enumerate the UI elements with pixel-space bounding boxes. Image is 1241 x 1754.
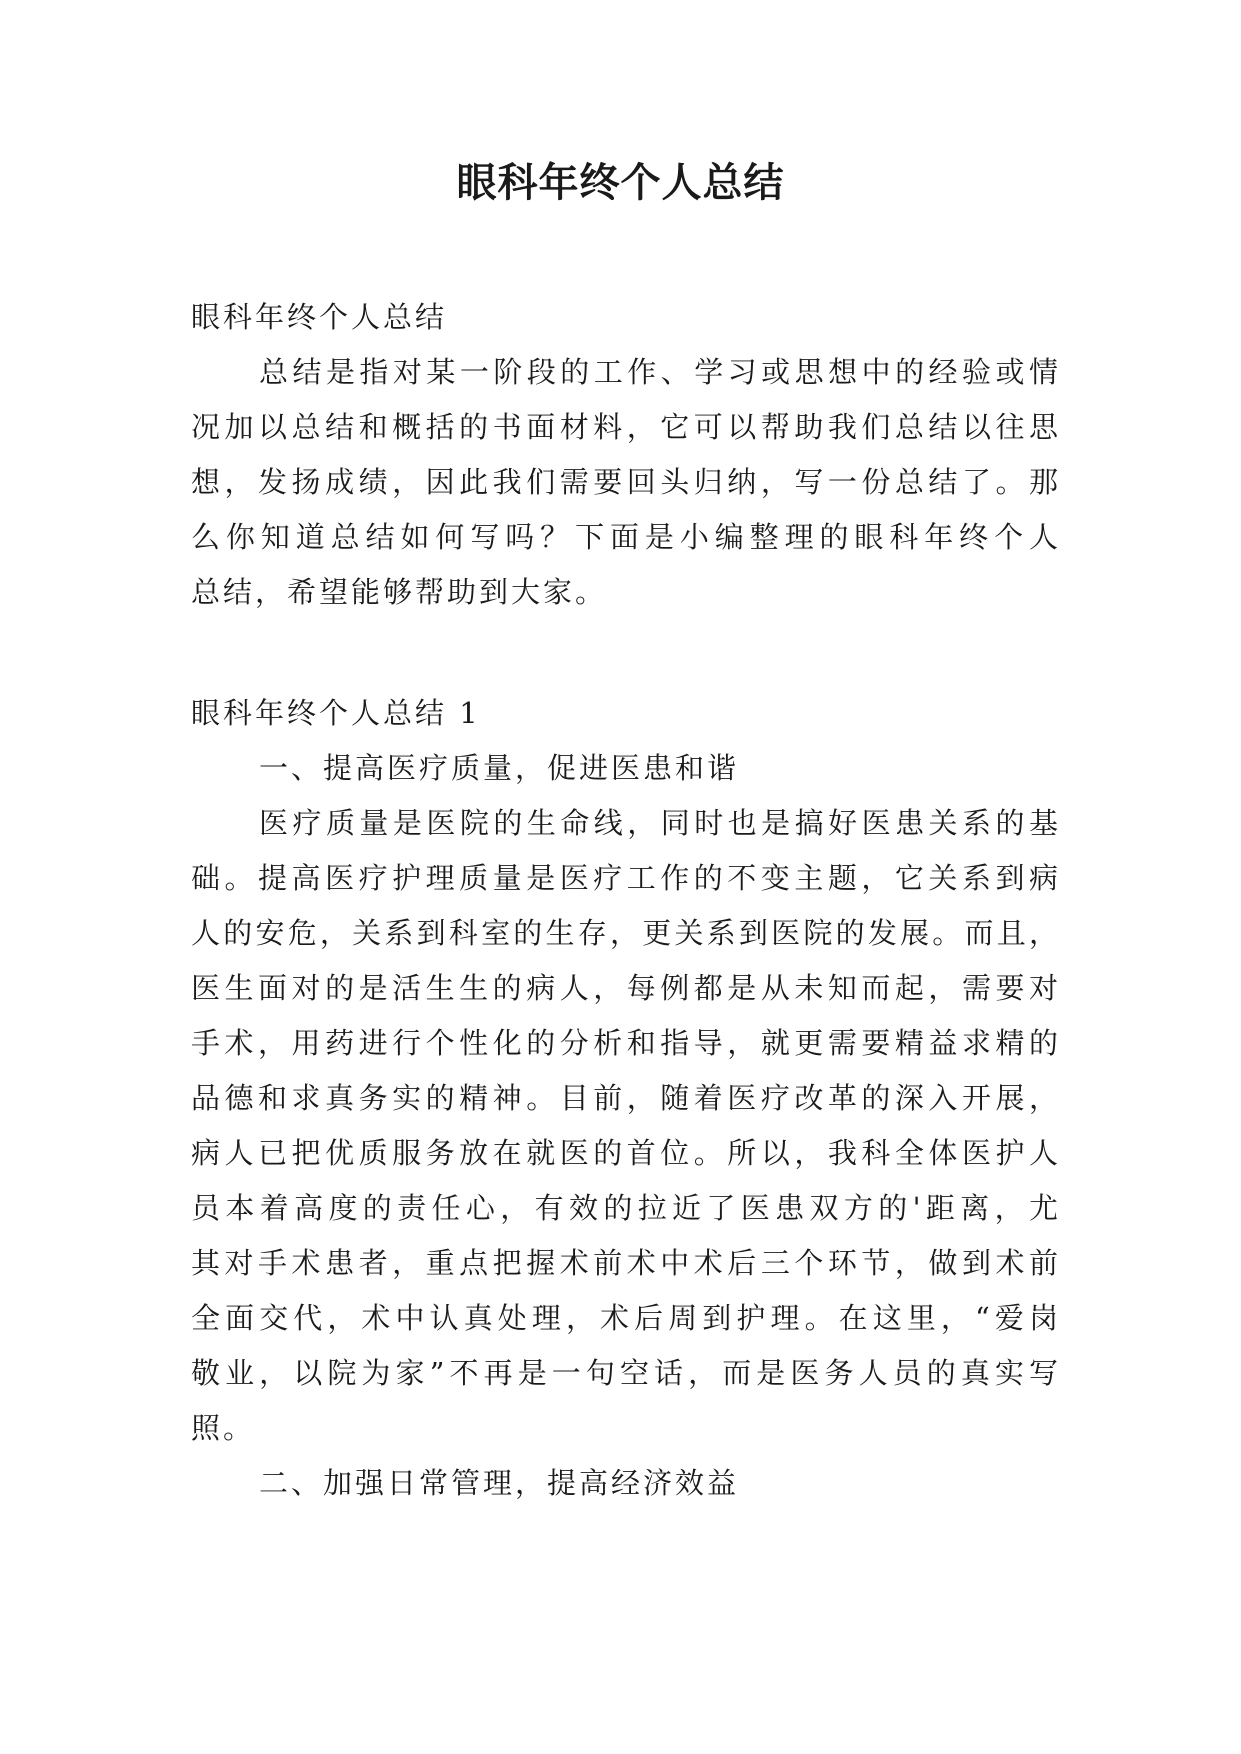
intro-line: 况加以总结和概括的书面材料，它可以帮助我们总结以往思 (191, 410, 1061, 444)
paragraph-line: 员本着高度的责任心，有效的拉近了医患双方的'距离，尤 (191, 1191, 1061, 1225)
intro-line: 想，发扬成绩，因此我们需要回头归纳，写一份总结了。那 (191, 465, 1061, 499)
paragraph-line: 手术，用药进行个性化的分析和指导，就更需要精益求精的 (191, 1026, 1061, 1060)
document-body (191, 290, 1061, 1511)
item-heading: 二、加强日常管理，提高经济效益 (259, 1466, 740, 1500)
paragraph-line: 敬业，以院为家”不再是一句空话，而是医务人员的真实写 (191, 1356, 1061, 1390)
intro-line: 总结是指对某一阶段的工作、学习或思想中的经验或情 (259, 355, 1061, 389)
paragraph-line: 照。 (191, 1411, 256, 1445)
intro-line: 总结，希望能够帮助到大家。 (191, 575, 608, 609)
document-title: 眼科年终个人总结 (456, 159, 785, 206)
item-heading: 一、提高医疗质量，促进医患和谐 (259, 751, 740, 785)
paragraph-line: 病人已把优质服务放在就医的首位。所以，我科全体医护人 (191, 1136, 1061, 1170)
paragraph-line: 人的安危，关系到科室的生存，更关系到医院的发展。而且， (191, 916, 1061, 950)
intro-line: 么你知道总结如何写吗？下面是小编整理的眼科年终个人 (191, 520, 1061, 554)
paragraph-line: 医生面对的是活生生的病人，每例都是从未知而起，需要对 (191, 971, 1061, 1005)
paragraph-line: 医疗质量是医院的生命线，同时也是搞好医患关系的基 (259, 806, 1061, 840)
paragraph-line: 础。提高医疗护理质量是医疗工作的不变主题，它关系到病 (191, 861, 1061, 895)
intro-heading: 眼科年终个人总结 (191, 300, 448, 334)
paragraph-line: 全面交代，术中认真处理，术后周到护理。在这里，“爱岗 (191, 1301, 1061, 1335)
section-spacer (191, 620, 1061, 686)
paragraph-line: 品德和求真务实的精神。目前，随着医疗改革的深入开展， (191, 1081, 1061, 1115)
paragraph-line: 其对手术患者，重点把握术前术中术后三个环节，做到术前 (191, 1246, 1061, 1280)
section-heading: 眼科年终个人总结 1 (191, 696, 481, 730)
